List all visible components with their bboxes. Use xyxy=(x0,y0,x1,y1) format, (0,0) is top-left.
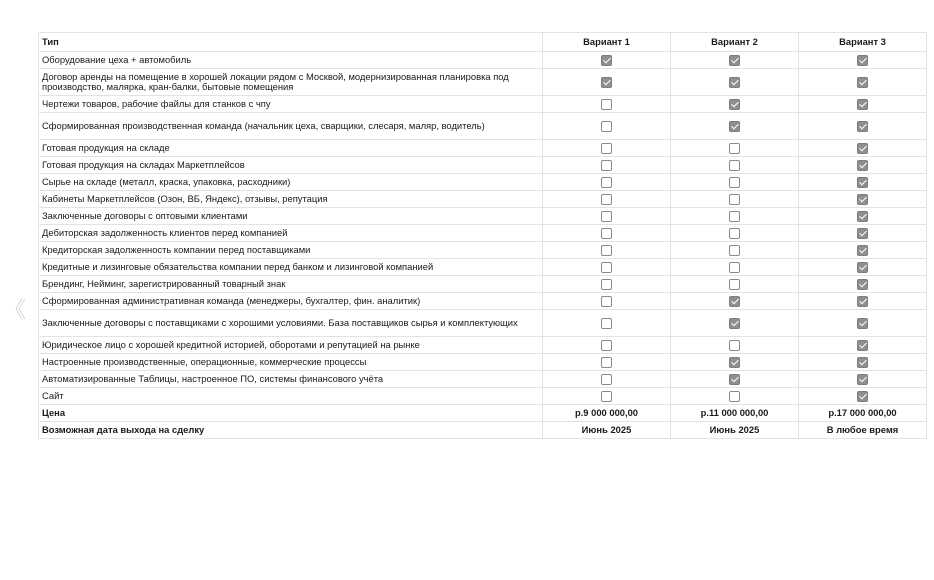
checkbox-unchecked[interactable] xyxy=(601,374,612,385)
header-row xyxy=(39,33,927,52)
checkbox-checked[interactable] xyxy=(729,99,740,110)
option-3-cell xyxy=(799,208,927,225)
checkbox-checked[interactable] xyxy=(857,391,868,402)
checkbox-unchecked[interactable] xyxy=(601,177,612,188)
checkbox-checked[interactable] xyxy=(729,357,740,368)
checkbox-checked[interactable] xyxy=(729,374,740,385)
row-label: Автоматизированные Таблицы, настроенное ПО, системы финансового учёта xyxy=(39,371,543,388)
option-1-cell xyxy=(543,113,671,140)
checkbox-checked[interactable] xyxy=(857,374,868,385)
price-row xyxy=(39,405,927,422)
checkbox-unchecked[interactable] xyxy=(729,228,740,239)
option-3-cell xyxy=(799,225,927,242)
option-1-cell xyxy=(543,354,671,371)
option-1-cell xyxy=(543,208,671,225)
option-3-cell xyxy=(799,69,927,96)
option-2-cell xyxy=(671,276,799,293)
option-2-cell xyxy=(671,113,799,140)
table-row xyxy=(39,113,927,140)
row-label: Чертежи товаров, рабочие файлы для станков с чпу xyxy=(39,96,543,113)
row-label: Оборудование цеха + автомобиль xyxy=(39,52,543,69)
option-3-cell xyxy=(799,293,927,310)
option-2-cell xyxy=(671,259,799,276)
table-row xyxy=(39,174,927,191)
checkbox-unchecked[interactable] xyxy=(601,143,612,154)
option-3-cell xyxy=(799,276,927,293)
option-1-cell xyxy=(543,140,671,157)
option-1-cell xyxy=(543,371,671,388)
table-row xyxy=(39,293,927,310)
option-1-cell xyxy=(543,259,671,276)
checkbox-checked[interactable] xyxy=(857,160,868,171)
option-1-cell xyxy=(543,191,671,208)
checkbox-checked[interactable] xyxy=(857,340,868,351)
checkbox-unchecked[interactable] xyxy=(729,160,740,171)
checkbox-checked[interactable] xyxy=(857,245,868,256)
checkbox-unchecked[interactable] xyxy=(729,245,740,256)
option-2-cell xyxy=(671,191,799,208)
comparison-table xyxy=(38,32,927,439)
checkbox-checked[interactable] xyxy=(857,357,868,368)
option-3-cell xyxy=(799,113,927,140)
checkbox-unchecked[interactable] xyxy=(729,211,740,222)
checkbox-unchecked[interactable] xyxy=(601,340,612,351)
option-3-cell xyxy=(799,140,927,157)
option-3-cell xyxy=(799,354,927,371)
option-2-cell xyxy=(671,354,799,371)
checkbox-checked[interactable] xyxy=(857,121,868,132)
option-3-cell xyxy=(799,388,927,405)
checkbox-unchecked[interactable] xyxy=(601,357,612,368)
option-3-cell xyxy=(799,310,927,337)
checkbox-unchecked[interactable] xyxy=(729,391,740,402)
price-option-3: р.17 000 000,00 xyxy=(799,405,927,422)
option-3-cell xyxy=(799,96,927,113)
table-row xyxy=(39,242,927,259)
option-2-cell xyxy=(671,174,799,191)
table-row xyxy=(39,354,927,371)
checkbox-checked[interactable] xyxy=(729,55,740,66)
option-1-cell xyxy=(543,242,671,259)
checkbox-unchecked[interactable] xyxy=(729,143,740,154)
checkbox-checked[interactable] xyxy=(857,77,868,88)
option-2-cell xyxy=(671,242,799,259)
checkbox-unchecked[interactable] xyxy=(729,279,740,290)
option-1-cell xyxy=(543,276,671,293)
checkbox-checked[interactable] xyxy=(857,296,868,307)
option-1-cell xyxy=(543,225,671,242)
option-1-cell xyxy=(543,96,671,113)
checkbox-checked[interactable] xyxy=(857,99,868,110)
option-1-cell xyxy=(543,69,671,96)
option-3-cell xyxy=(799,259,927,276)
row-label: Заключенные договоры с оптовыми клиентами xyxy=(39,208,543,225)
row-label: Сырье на складе (металл, краска, упаковка, расходники) xyxy=(39,174,543,191)
table-row xyxy=(39,69,927,96)
checkbox-unchecked[interactable] xyxy=(601,211,612,222)
option-1-cell xyxy=(543,52,671,69)
option-1-cell xyxy=(543,337,671,354)
checkbox-unchecked[interactable] xyxy=(729,262,740,273)
table-row xyxy=(39,310,927,337)
type-header: Тип xyxy=(39,33,543,52)
option-2-cell xyxy=(671,293,799,310)
table-row xyxy=(39,337,927,354)
option-1-header: Вариант 1 xyxy=(543,33,671,52)
table-row xyxy=(39,225,927,242)
checkbox-unchecked[interactable] xyxy=(729,194,740,205)
checkbox-checked[interactable] xyxy=(601,77,612,88)
table-row xyxy=(39,52,927,69)
checkbox-unchecked[interactable] xyxy=(601,262,612,273)
option-2-cell xyxy=(671,52,799,69)
row-label: Настроенные производственные, операционные, коммерческие процессы xyxy=(39,354,543,371)
option-2-cell xyxy=(671,157,799,174)
option-3-cell xyxy=(799,174,927,191)
option-3-header: Вариант 3 xyxy=(799,33,927,52)
option-3-cell xyxy=(799,337,927,354)
option-2-cell xyxy=(671,69,799,96)
checkbox-checked[interactable] xyxy=(857,194,868,205)
table-row xyxy=(39,157,927,174)
table-row xyxy=(39,191,927,208)
deal-date-option-1: Июнь 2025 xyxy=(543,422,671,439)
checkbox-unchecked[interactable] xyxy=(601,228,612,239)
option-1-cell xyxy=(543,174,671,191)
option-2-cell xyxy=(671,310,799,337)
option-2-cell xyxy=(671,225,799,242)
checkbox-checked[interactable] xyxy=(601,55,612,66)
deal-date-row xyxy=(39,422,927,439)
checkbox-checked[interactable] xyxy=(857,177,868,188)
row-label: Дебиторская задолженность клиентов перед компанией xyxy=(39,225,543,242)
option-3-cell xyxy=(799,191,927,208)
deal-date-option-2: Июнь 2025 xyxy=(671,422,799,439)
row-label: Юридическое лицо с хорошей кредитной историей, оборотами и репутацией на рынке xyxy=(39,337,543,354)
checkbox-checked[interactable] xyxy=(729,318,740,329)
option-2-cell xyxy=(671,371,799,388)
row-label: Готовая продукция на складе xyxy=(39,140,543,157)
checkbox-unchecked[interactable] xyxy=(601,160,612,171)
checkbox-unchecked[interactable] xyxy=(601,391,612,402)
option-2-header: Вариант 2 xyxy=(671,33,799,52)
checkbox-unchecked[interactable] xyxy=(729,177,740,188)
option-1-cell xyxy=(543,293,671,310)
checkbox-checked[interactable] xyxy=(857,318,868,329)
checkbox-unchecked[interactable] xyxy=(601,296,612,307)
row-label: Кабинеты Маркетплейсов (Озон, ВБ, Яндекс), отзывы, репутация xyxy=(39,191,543,208)
option-3-cell xyxy=(799,52,927,69)
option-3-cell xyxy=(799,242,927,259)
price-option-2: р.11 000 000,00 xyxy=(671,405,799,422)
checkbox-checked[interactable] xyxy=(857,55,868,66)
option-1-cell xyxy=(543,388,671,405)
row-label: Сайт xyxy=(39,388,543,405)
checkbox-unchecked[interactable] xyxy=(601,245,612,256)
option-2-cell xyxy=(671,388,799,405)
checkbox-checked[interactable] xyxy=(857,228,868,239)
option-1-cell xyxy=(543,310,671,337)
table-row xyxy=(39,96,927,113)
table-row xyxy=(39,388,927,405)
table-row xyxy=(39,371,927,388)
option-3-cell xyxy=(799,157,927,174)
row-label: Кредиторская задолженность компании перед поставщиками xyxy=(39,242,543,259)
checkbox-unchecked[interactable] xyxy=(601,121,612,132)
price-option-1: р.9 000 000,00 xyxy=(543,405,671,422)
table-row xyxy=(39,259,927,276)
checkbox-checked[interactable] xyxy=(857,143,868,154)
row-label: Заключенные договоры с поставщиками с хорошими условиями. База поставщиков сырья и комплектующих xyxy=(39,310,543,337)
checkbox-unchecked[interactable] xyxy=(601,194,612,205)
checkbox-unchecked[interactable] xyxy=(601,99,612,110)
checkbox-unchecked[interactable] xyxy=(729,340,740,351)
checkbox-checked[interactable] xyxy=(729,296,740,307)
option-2-cell xyxy=(671,140,799,157)
deal-date-option-3: В любое время xyxy=(799,422,927,439)
checkbox-checked[interactable] xyxy=(729,77,740,88)
row-label: Брендинг, Нейминг, зарегистрированный товарный знак xyxy=(39,276,543,293)
checkbox-checked[interactable] xyxy=(857,279,868,290)
row-label: Договор аренды на помещение в хорошей локации рядом с Москвой, модернизированная планировка под производство, малярка, кран-балки, бытовые помещения xyxy=(39,69,543,96)
option-2-cell xyxy=(671,96,799,113)
row-label: Сформированная административная команда (менеджеры, бухгалтер, фин. аналитик) xyxy=(39,293,543,310)
row-label: Готовая продукция на складах Маркетплейсов xyxy=(39,157,543,174)
option-3-cell xyxy=(799,371,927,388)
checkbox-checked[interactable] xyxy=(729,121,740,132)
option-2-cell xyxy=(671,337,799,354)
checkbox-unchecked[interactable] xyxy=(601,279,612,290)
table-row xyxy=(39,140,927,157)
price-label: Цена xyxy=(39,405,543,422)
checkbox-checked[interactable] xyxy=(857,262,868,273)
previous-slide-icon[interactable]: 《 xyxy=(4,298,27,323)
table-row xyxy=(39,208,927,225)
checkbox-checked[interactable] xyxy=(857,211,868,222)
table-row xyxy=(39,276,927,293)
row-label: Кредитные и лизинговые обязательства компании перед банком и лизинговой компанией xyxy=(39,259,543,276)
option-2-cell xyxy=(671,208,799,225)
deal-date-label: Возможная дата выхода на сделку xyxy=(39,422,543,439)
option-1-cell xyxy=(543,157,671,174)
row-label: Сформированная производственная команда (начальник цеха, сварщики, слесаря, маляр, водитель) xyxy=(39,113,543,140)
checkbox-unchecked[interactable] xyxy=(601,318,612,329)
